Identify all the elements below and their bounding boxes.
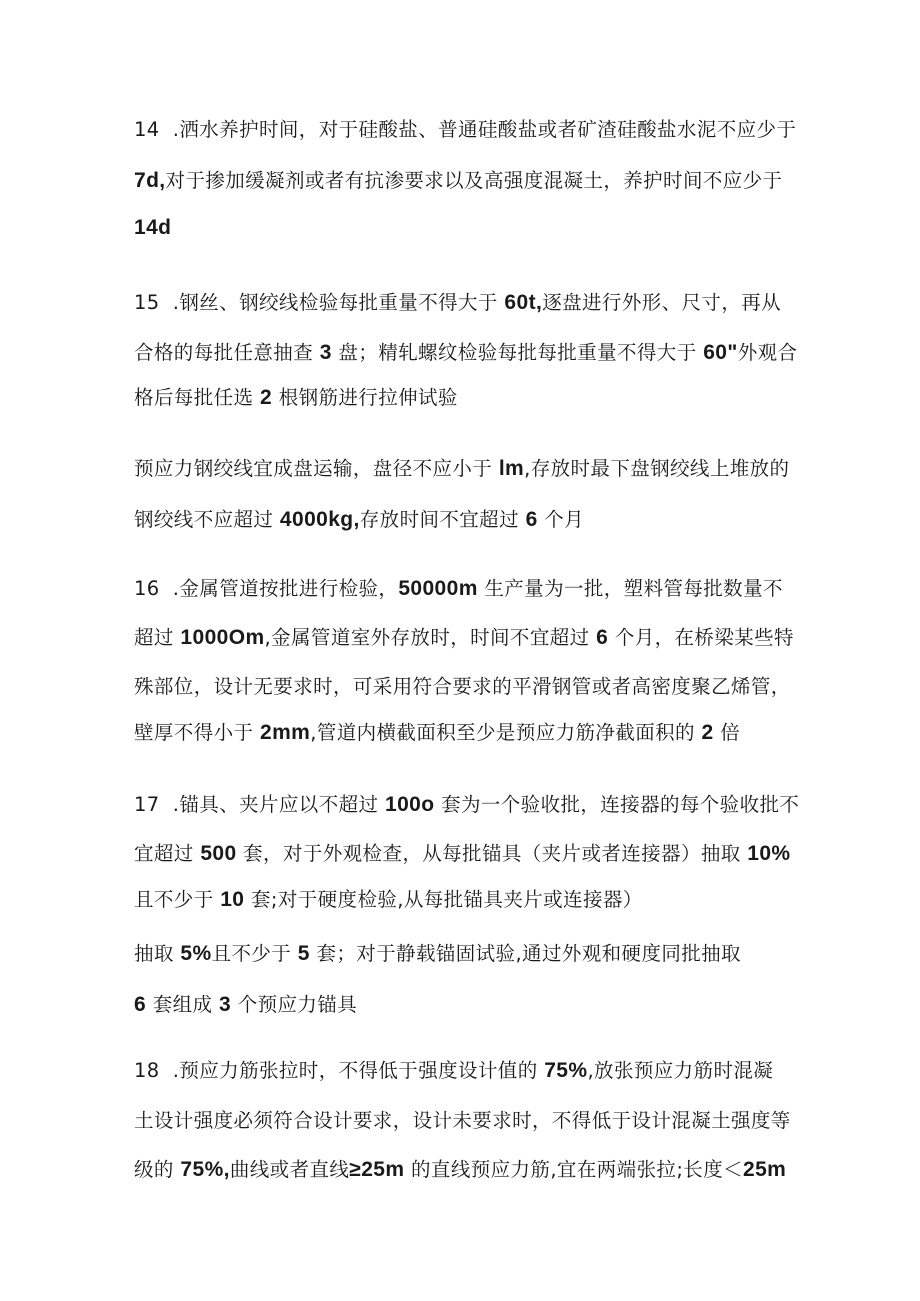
text-run: 根钢筋进行拉伸试验: [272, 386, 458, 409]
text-run: 套组成: [146, 993, 219, 1016]
bold-text-run: 3: [319, 341, 332, 364]
text-line: [134, 840, 791, 868]
text-run: 宜超过: [134, 842, 201, 865]
text-line: [134, 506, 584, 534]
bold-text-run: ≥25m: [349, 1158, 405, 1181]
bold-text-run: 3: [219, 993, 232, 1016]
text-run: 存放时间不宜超过: [359, 508, 526, 531]
text-run: 且不少于: [134, 888, 221, 911]
bold-text-run: 2: [701, 721, 714, 744]
bold-text-run: 75%,: [180, 1158, 230, 1181]
text-run: 钢绞线不应超过: [134, 508, 280, 531]
text-line: [134, 1057, 773, 1085]
text-run: 格后每批任选: [134, 386, 260, 409]
text-line: [134, 991, 357, 1019]
text-line: [134, 289, 781, 317]
text-run: 14 .洒水养护时间，对于硅酸盐、普通硅酸盐或者矿渣硅酸盐水泥不应少于: [134, 118, 797, 141]
text-run: ,金属管道室外存放时，时间不宜超过: [264, 626, 597, 649]
text-line: [134, 886, 643, 914]
text-line: [134, 719, 740, 747]
text-run: 预应力钢绞线宜成盘运输，盘径不应小于: [134, 457, 499, 480]
text-run: 合格的每批任意抽查: [134, 341, 320, 364]
text-run: 套，对于外观检查，从每批锚具（夹片或者连接器）抽取: [236, 842, 748, 865]
bold-text-run: 500: [200, 842, 237, 865]
text-line: [134, 167, 782, 195]
text-run: 个月: [537, 508, 585, 531]
bold-text-run: 5%: [180, 942, 212, 965]
bold-text-run: 6: [525, 508, 538, 531]
bold-text-run: 75%: [544, 1059, 588, 1082]
bold-text-run: 60": [703, 341, 738, 364]
text-line: [134, 1156, 786, 1184]
text-line: [134, 624, 794, 652]
text-run: ,管道内横截面积至少是预应力筋净截面积的: [310, 721, 702, 744]
text-run: 壁厚不得小于: [134, 721, 260, 744]
text-line: [134, 575, 783, 603]
text-run: 殊部位，设计无要求时，可采用符合要求的平滑钢管或者高密度聚乙烯管，: [134, 675, 791, 698]
bold-text-run: 2: [260, 386, 273, 409]
text-run: 对于掺加缓凝剂或者有抗渗要求以及高强度混凝土，养护时间不应少于: [165, 169, 783, 192]
bold-text-run: 6: [134, 993, 147, 1016]
text-run: 17 .锚具、夹片应以不超过: [134, 793, 386, 816]
bold-text-run: lm: [498, 457, 525, 480]
text-line: [134, 940, 741, 968]
text-run: 生产量为一批，塑料管每批数量不: [477, 577, 783, 600]
bold-text-run: 10%: [747, 842, 791, 865]
text-line: [134, 1107, 791, 1135]
text-run: 盘；精轧螺纹检验每批每批重量不得大于: [331, 341, 704, 364]
bold-text-run: 1000Om: [180, 626, 265, 649]
text-run: 18 .预应力筋张拉时，不得低于强度设计值的: [134, 1059, 545, 1082]
text-run: 个月，在桥梁某些特: [608, 626, 794, 649]
text-run: 套；对于静载锚固试验,通过外观和硬度同批抽取: [309, 942, 741, 965]
text-run: 曲线或者直线: [229, 1158, 350, 1181]
bold-text-run: 4000kg,: [279, 508, 360, 531]
bold-text-run: 5: [297, 942, 310, 965]
bold-text-run: 14d: [134, 216, 172, 239]
text-run: 套为一个验收批，连接器的每个验收批不: [434, 793, 800, 816]
text-line: [134, 455, 789, 483]
bold-text-run: 100o: [385, 793, 435, 816]
text-run: 外观合: [737, 341, 798, 364]
text-run: 逐盘进行外形、尺寸，再从: [542, 291, 782, 314]
text-run: ,存放时最下盘钢绞线上堆放的: [524, 457, 790, 480]
text-run: 级的: [134, 1158, 181, 1181]
text-run: 的直线预应力筋,宜在两端张拉;长度＜: [404, 1158, 744, 1181]
text-run: 套;对于硬度检验,从每批锚具夹片或连接器）: [244, 888, 643, 911]
text-line: [134, 384, 458, 412]
text-run: 土设计强度必须符合设计要求，设计未要求时，不得低于设计混凝土强度等: [134, 1109, 791, 1132]
text-run: 倍: [713, 721, 741, 744]
bold-text-run: 10: [220, 888, 245, 911]
text-line: [134, 673, 791, 701]
bold-text-run: 7d,: [134, 169, 166, 192]
bold-text-run: 60t,: [504, 291, 543, 314]
text-run: 个预应力锚具: [231, 993, 358, 1016]
text-line: [134, 214, 171, 242]
text-run: 且不少于: [211, 942, 298, 965]
bold-text-run: 2mm: [260, 721, 311, 744]
text-run: 15 .钢丝、钢绞线检验每批重量不得大于: [134, 291, 505, 314]
bold-text-run: 25m: [743, 1158, 787, 1181]
text-run: 超过: [134, 626, 181, 649]
bold-text-run: 6: [596, 626, 609, 649]
text-line: [134, 339, 797, 367]
text-line: [134, 791, 799, 819]
text-run: 16 .金属管道按批进行检验，: [134, 577, 399, 600]
text-run: 抽取: [134, 942, 181, 965]
bold-text-run: 50000m: [398, 577, 478, 600]
text-run: ,放张预应力筋时混凝: [587, 1059, 774, 1082]
text-line: [134, 116, 796, 144]
